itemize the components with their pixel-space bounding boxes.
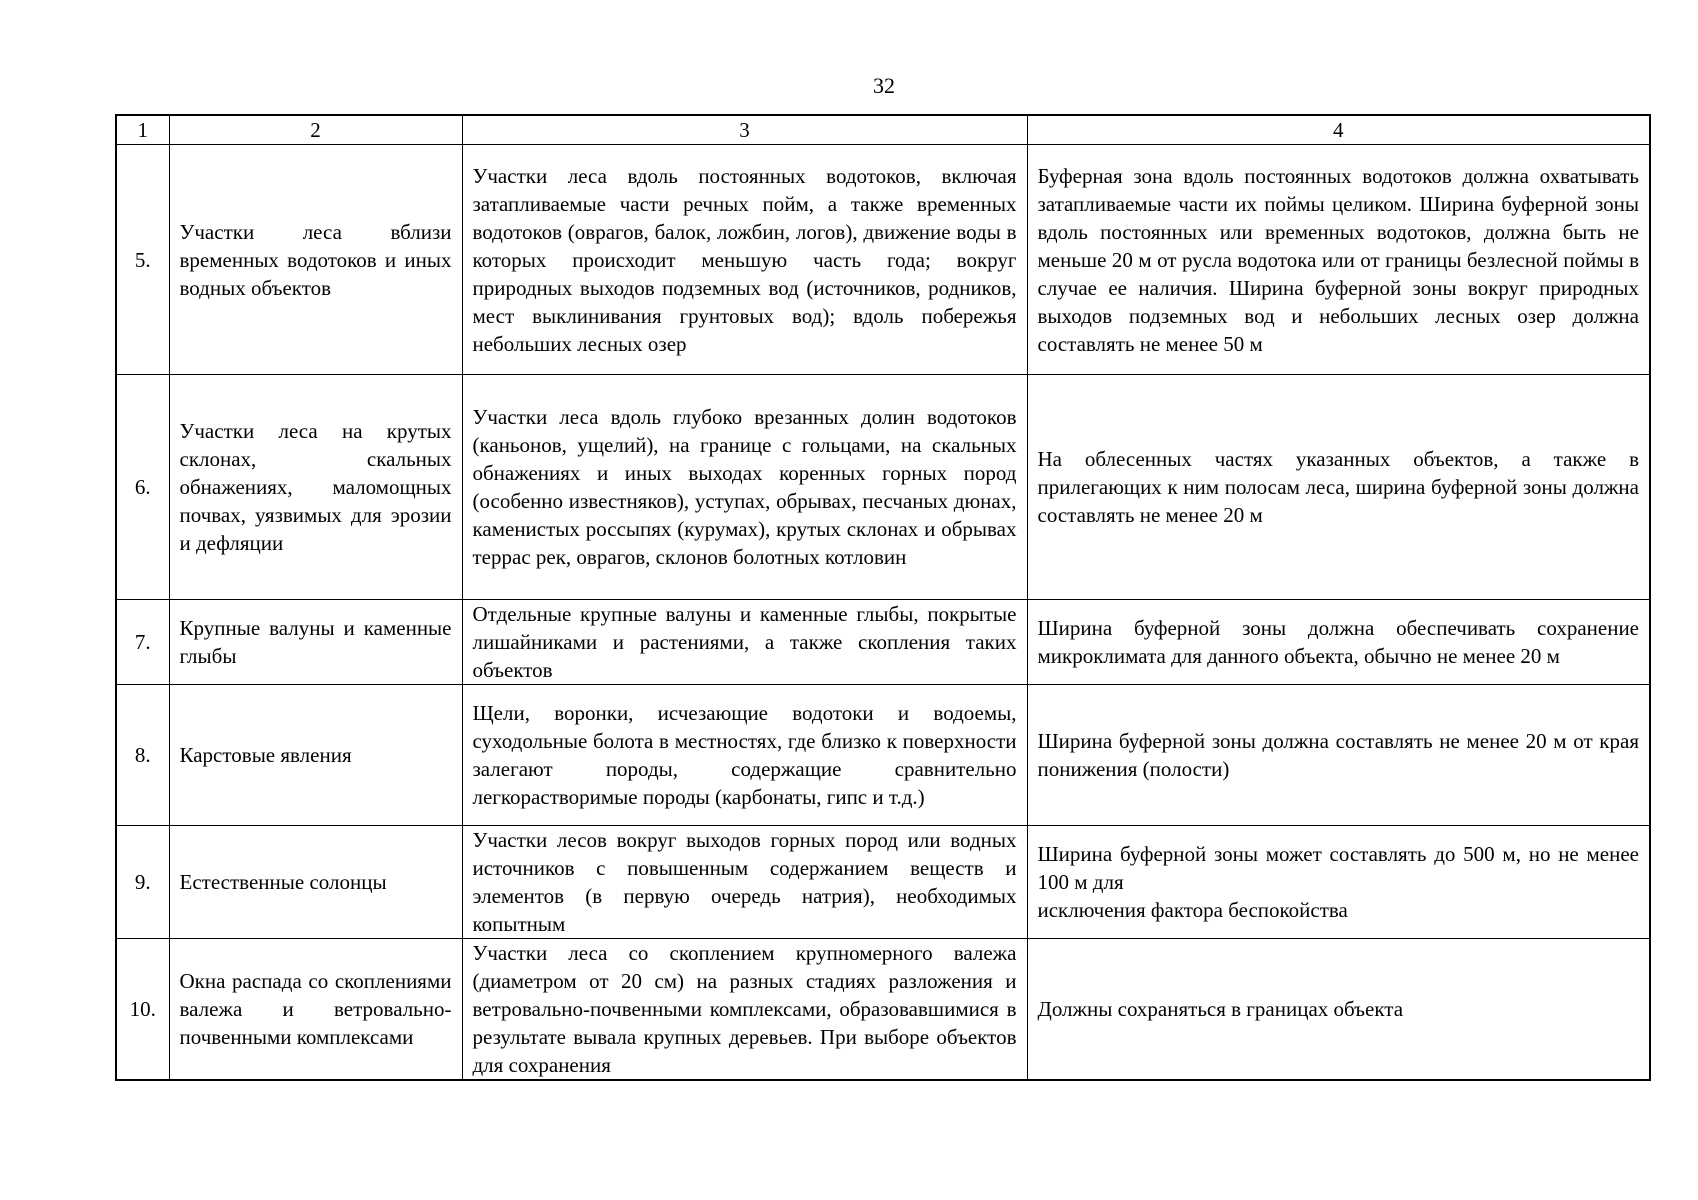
buffer-zone-text-line: Ширина буферной зоны может составлять до 500 м, но не менее 100 м для	[1037, 842, 1639, 894]
page-number: 32	[873, 73, 895, 98]
row-number: 8.	[116, 685, 169, 826]
object-name: Естественные солонцы	[169, 826, 462, 939]
buffer-zone-text	[1027, 826, 1650, 939]
object-name: Участки леса вблизи временных водотоков и иных водных объектов	[169, 145, 462, 375]
table-row	[116, 939, 1650, 1081]
object-description: Щели, воронки, исчезающие водотоки и водоемы, суходольные болота в местностях, где близко к поверхности залегают породы, содержащие сравнительно легкорастворимые породы (карбонаты, гипс и т.д.)	[462, 685, 1027, 826]
object-name: Окна распада со скоплениями валежа и ветровально-почвенными комплексами	[169, 939, 462, 1081]
column-header: 3	[462, 115, 1027, 145]
table-row	[116, 600, 1650, 685]
table-row	[116, 375, 1650, 600]
object-name: Крупные валуны и каменные глыбы	[169, 600, 462, 685]
table-row	[116, 826, 1650, 939]
object-description: Участки леса вдоль постоянных водотоков, включая затапливаемые части речных пойм, а также временных водотоков (оврагов, балок, ложбин, логов), движение воды в которых происходит меньшую часть года; вокруг природных выходов подземных вод (источников, родников, мест выклинивания грунтовых вод); вдоль побережья небольших лесных озер	[462, 145, 1027, 375]
column-header: 1	[116, 115, 169, 145]
column-header: 2	[169, 115, 462, 145]
object-description: Участки леса вдоль глубоко врезанных долин водотоков (каньонов, ущелий), на границе с гольцами, на скальных обнажениях и иных выходах коренных горных пород (особенно известняков), уступах, обрывах, песчаных дюнах, каменистых россыпях (курумах), крутых склонах и обрывах террас рек, оврагов, склонов болотных котловин	[462, 375, 1027, 600]
object-description: Отдельные крупные валуны и каменные глыбы, покрытые лишайниками и растениями, а также скопления таких объектов	[462, 600, 1027, 685]
buffer-zone-text: Буферная зона вдоль постоянных водотоков должна охватывать затапливаемые части их поймы целиком. Ширина буферной зоны вдоль постоянных или временных водотоков, должна быть не меньше 20 м от русла водотока или от границы безлесной поймы в случае ее наличия. Ширина буферной зоны вокруг природных выходов подземных вод и небольших лесных озер должна составлять не менее 50 м	[1027, 145, 1650, 375]
buffer-zone-text-line: исключения фактора беспокойства	[1037, 898, 1348, 922]
buffer-zone-text: На облесенных частях указанных объектов, а также в прилегающих к ним полосам леса, ширина буферной зоны должна составлять не менее 20 м	[1027, 375, 1650, 600]
buffer-zone-text: Ширина буферной зоны должна составлять не менее 20 м от края понижения (полости)	[1027, 685, 1650, 826]
object-description: Участки леса со скоплением крупномерного валежа (диаметром от 20 см) на разных стадиях разложения и ветровально-почвенными комплексами, образовавшимися в результате вывала крупных деревьев. При выборе объектов для сохранения	[462, 939, 1027, 1081]
row-number: 7.	[116, 600, 169, 685]
table-row	[116, 145, 1650, 375]
buffer-zone-text: Ширина буферной зоны должна обеспечивать сохранение микроклимата для данного объекта, обычно не менее 20 м	[1027, 600, 1650, 685]
object-description: Участки лесов вокруг выходов горных пород или водных источников с повышенным содержанием веществ и элементов (в первую очередь натрия), необходимых копытным	[462, 826, 1027, 939]
criteria-table	[115, 114, 1651, 1081]
column-header: 4	[1027, 115, 1650, 145]
row-number: 10.	[116, 939, 169, 1081]
row-number: 6.	[116, 375, 169, 600]
table-header-row	[116, 115, 1650, 145]
buffer-zone-text: Должны сохраняться в границах объекта	[1027, 939, 1650, 1081]
row-number: 5.	[116, 145, 169, 375]
table-row	[116, 685, 1650, 826]
object-name: Участки леса на крутых склонах, скальных обнажениях, маломощных почвах, уязвимых для эрозии и дефляции	[169, 375, 462, 600]
object-name: Карстовые явления	[169, 685, 462, 826]
row-number: 9.	[116, 826, 169, 939]
